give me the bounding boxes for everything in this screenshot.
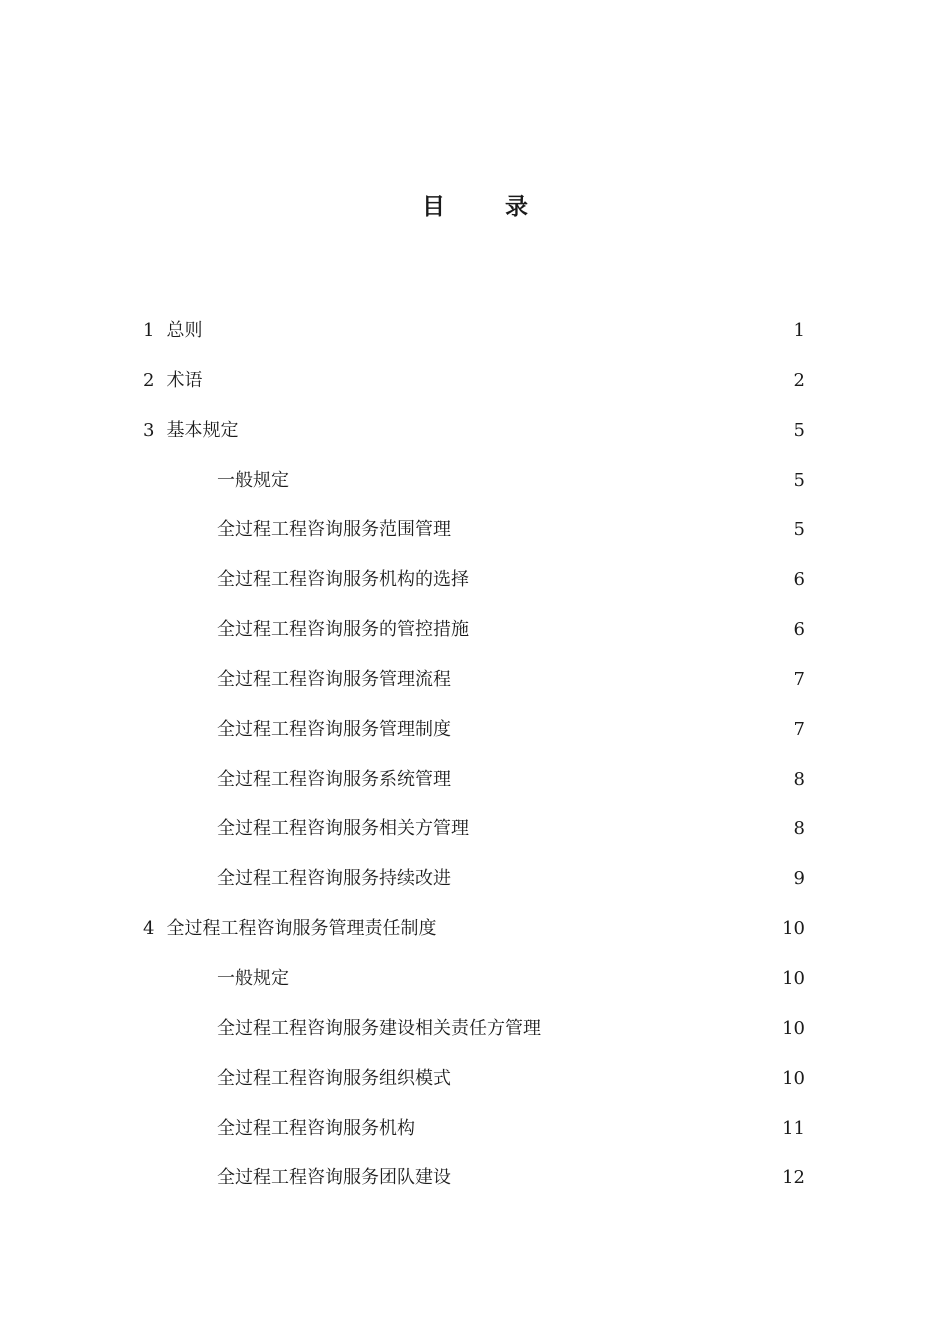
toc-entry[interactable]: [0, 655, 950, 705]
toc-entry-title: 全过程工程咨询服务建设相关责任方管理: [217, 1017, 541, 1039]
toc-entry-page-number: 10: [782, 918, 805, 940]
toc-entry-label: [217, 854, 451, 904]
toc-entry-label: [143, 406, 238, 456]
toc-entry-label: [217, 555, 469, 605]
toc-entry-title: 总则: [166, 320, 203, 341]
toc-entry-title: 全过程工程咨询服务管理制度: [217, 718, 451, 740]
toc-entry-page-number: 6: [793, 569, 805, 591]
toc-entry-title: 全过程工程咨询服务持续改进: [217, 868, 451, 890]
toc-entry-page-number: 8: [793, 818, 805, 840]
toc-entry-label: [217, 705, 451, 755]
toc-entry-label: [143, 904, 436, 954]
toc-entry[interactable]: [0, 954, 950, 1004]
toc-entry[interactable]: [0, 1004, 950, 1054]
toc-entry-number: 1: [143, 320, 155, 341]
toc-entry-page-number: 9: [793, 868, 805, 890]
toc-entry-page-number: 5: [793, 469, 805, 491]
toc-entry-title: 全过程工程咨询服务管理流程: [217, 668, 451, 690]
toc-entry-title: 全过程工程咨询服务的管控措施: [217, 619, 469, 641]
toc-entry[interactable]: [0, 755, 950, 805]
toc-entry-page-number: 10: [782, 1067, 805, 1089]
toc-entry-label: [143, 356, 202, 406]
toc-entry-label: [217, 1104, 415, 1154]
toc-entry-label: [217, 755, 451, 805]
toc-entry[interactable]: [0, 456, 950, 506]
toc-entry-page-number: 10: [782, 967, 805, 989]
toc-entry-title: 一般规定: [217, 469, 289, 491]
toc-entry[interactable]: [0, 1104, 950, 1154]
toc-entry-number: 3: [143, 419, 155, 441]
toc-entry[interactable]: [0, 356, 950, 406]
toc-entry-number: 4: [143, 918, 155, 940]
toc-entry[interactable]: [0, 804, 950, 854]
toc-entry-page-number: 1: [793, 320, 805, 341]
toc-entry-title: 全过程工程咨询服务相关方管理: [217, 818, 469, 840]
toc-entry[interactable]: [0, 306, 950, 356]
toc-entry[interactable]: [0, 1054, 950, 1104]
toc-entry-label: [217, 1153, 451, 1203]
toc-entry-label: [217, 954, 289, 1004]
toc-entry-label: [217, 505, 451, 555]
toc-entry-page-number: 2: [793, 369, 805, 391]
toc-entry-title: 一般规定: [217, 967, 289, 989]
toc-entry-title: 全过程工程咨询服务系统管理: [217, 768, 451, 790]
toc-entry[interactable]: [0, 854, 950, 904]
toc-entry-number: 2: [143, 369, 155, 391]
toc-entry-title: 术语: [166, 369, 203, 391]
toc-entry[interactable]: [0, 705, 950, 755]
toc-entry-page-number: 5: [793, 419, 805, 441]
toc-entry-label: [217, 655, 451, 705]
toc-entry-label: [143, 306, 202, 356]
toc-entry-page-number: 11: [782, 1117, 805, 1139]
toc-title: 目 录: [421, 193, 554, 220]
toc-entry-page-number: 10: [782, 1017, 805, 1039]
toc-entry-page-number: 7: [793, 668, 805, 690]
toc-entry-title: 基本规定: [166, 419, 239, 441]
toc-entry-label: [217, 1004, 541, 1054]
toc-entry-label: [217, 1054, 451, 1104]
toc-entry-title: 全过程工程咨询服务团队建设: [217, 1167, 451, 1189]
toc-entry-label: [217, 605, 469, 655]
toc-entry-title: 全过程工程咨询服务机构的选择: [217, 569, 469, 591]
toc-entry[interactable]: [0, 555, 950, 605]
toc-entry-title: 全过程工程咨询服务范围管理: [217, 519, 451, 541]
toc-entry-page-number: 7: [793, 718, 805, 740]
toc-entry[interactable]: [0, 505, 950, 555]
toc-entry-label: [217, 804, 469, 854]
toc-entry[interactable]: [0, 406, 950, 456]
toc-entry-title: 全过程工程咨询服务机构: [217, 1117, 415, 1139]
toc-entry[interactable]: [0, 904, 950, 954]
toc-list: [0, 306, 950, 1203]
toc-entry[interactable]: [0, 605, 950, 655]
toc-entry-page-number: 12: [782, 1167, 805, 1189]
toc-entry-page-number: 8: [793, 768, 805, 790]
toc-entry-label: [217, 456, 289, 506]
toc-entry-title: 全过程工程咨询服务管理责任制度: [166, 918, 437, 940]
toc-entry[interactable]: [0, 1153, 950, 1203]
toc-entry-page-number: 6: [793, 619, 805, 641]
toc-entry-page-number: 5: [793, 519, 805, 541]
toc-entry-title: 全过程工程咨询服务组织模式: [217, 1067, 451, 1089]
